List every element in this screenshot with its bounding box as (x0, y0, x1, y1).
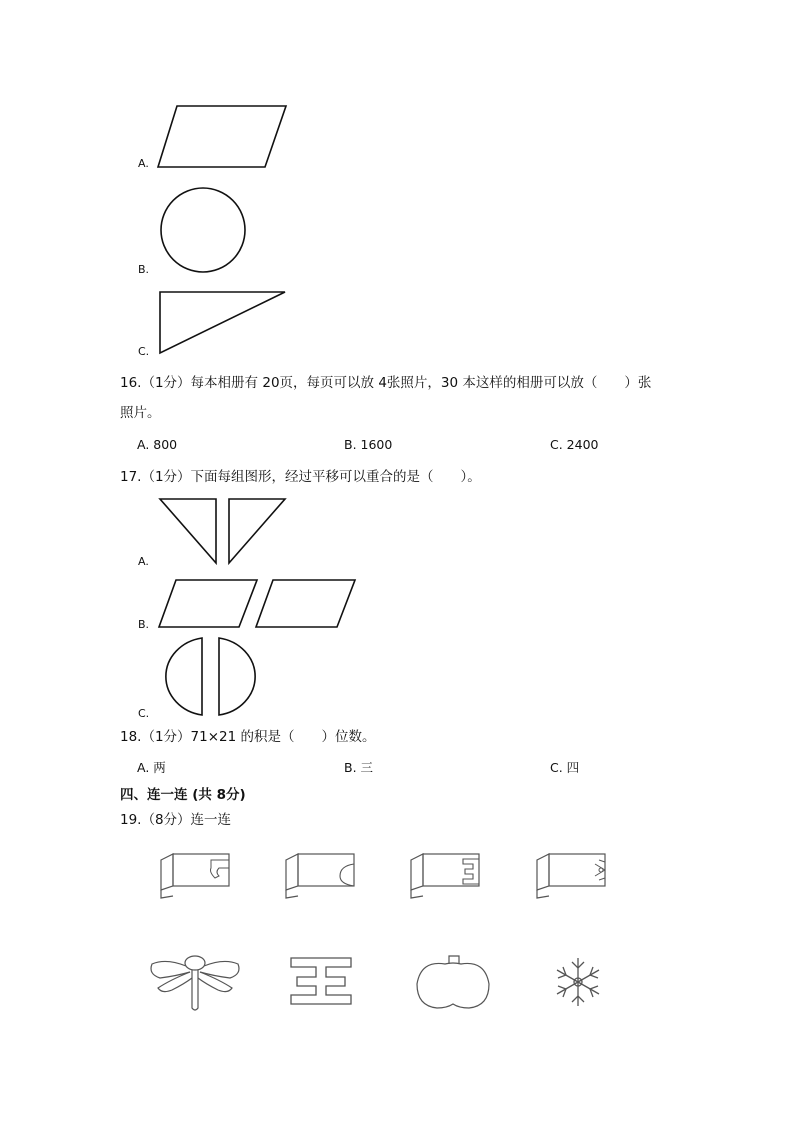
q17-option-c-label: C. (138, 707, 150, 720)
q17-option-a-label: A. (138, 555, 149, 568)
q16-option-c[interactable]: C. 2400 (550, 437, 599, 452)
q16-stem-line1: 16.（1分）每本相册有 20页，每页可以放 4张照片，30 本这样的相册可以放（ ）张 (120, 375, 652, 391)
q15-option-a-label: A. (138, 157, 149, 170)
q19-stem: 19.（8分）连一连 (120, 812, 232, 828)
q16-option-a[interactable]: A. 800 (137, 437, 178, 452)
card-wang-half[interactable] (407, 850, 483, 902)
dragonfly-shape[interactable] (146, 952, 244, 1012)
pumpkin-shape[interactable] (413, 952, 493, 1012)
parallelogram-figure (155, 104, 290, 170)
card-pumpkin-half[interactable] (282, 850, 358, 902)
q18-option-c[interactable]: C. 四 (550, 760, 580, 775)
wang-character-shape[interactable] (287, 955, 357, 1007)
q17-stem: 17.（1分）下面每组图形，经过平移可以重合的是（ ）。 (120, 469, 481, 485)
q15-option-b-label: B. (138, 263, 150, 276)
card-dragonfly-half[interactable] (157, 850, 233, 902)
two-triangles-figure (157, 497, 289, 567)
q17-option-b-label: B. (138, 618, 150, 631)
card-snowflake-half[interactable] (533, 850, 613, 902)
section4-title: 四、连一连 (共 8分) (120, 787, 246, 803)
q18-stem: 18.（1分）71×21 的积是（ ）位数。 (120, 729, 376, 745)
circle-figure (157, 186, 249, 276)
right-triangle-figure (157, 290, 289, 356)
q18-option-a[interactable]: A. 两 (137, 760, 166, 775)
q15-option-c-label: C. (138, 345, 150, 358)
q16-stem-line2: 照片。 (120, 405, 161, 421)
q16-option-b[interactable]: B. 1600 (344, 437, 393, 452)
two-parallelograms-figure (157, 578, 359, 630)
q18-option-b[interactable]: B. 三 (344, 760, 374, 775)
two-semicircles-figure (157, 636, 267, 718)
snowflake-shape[interactable] (552, 956, 604, 1008)
